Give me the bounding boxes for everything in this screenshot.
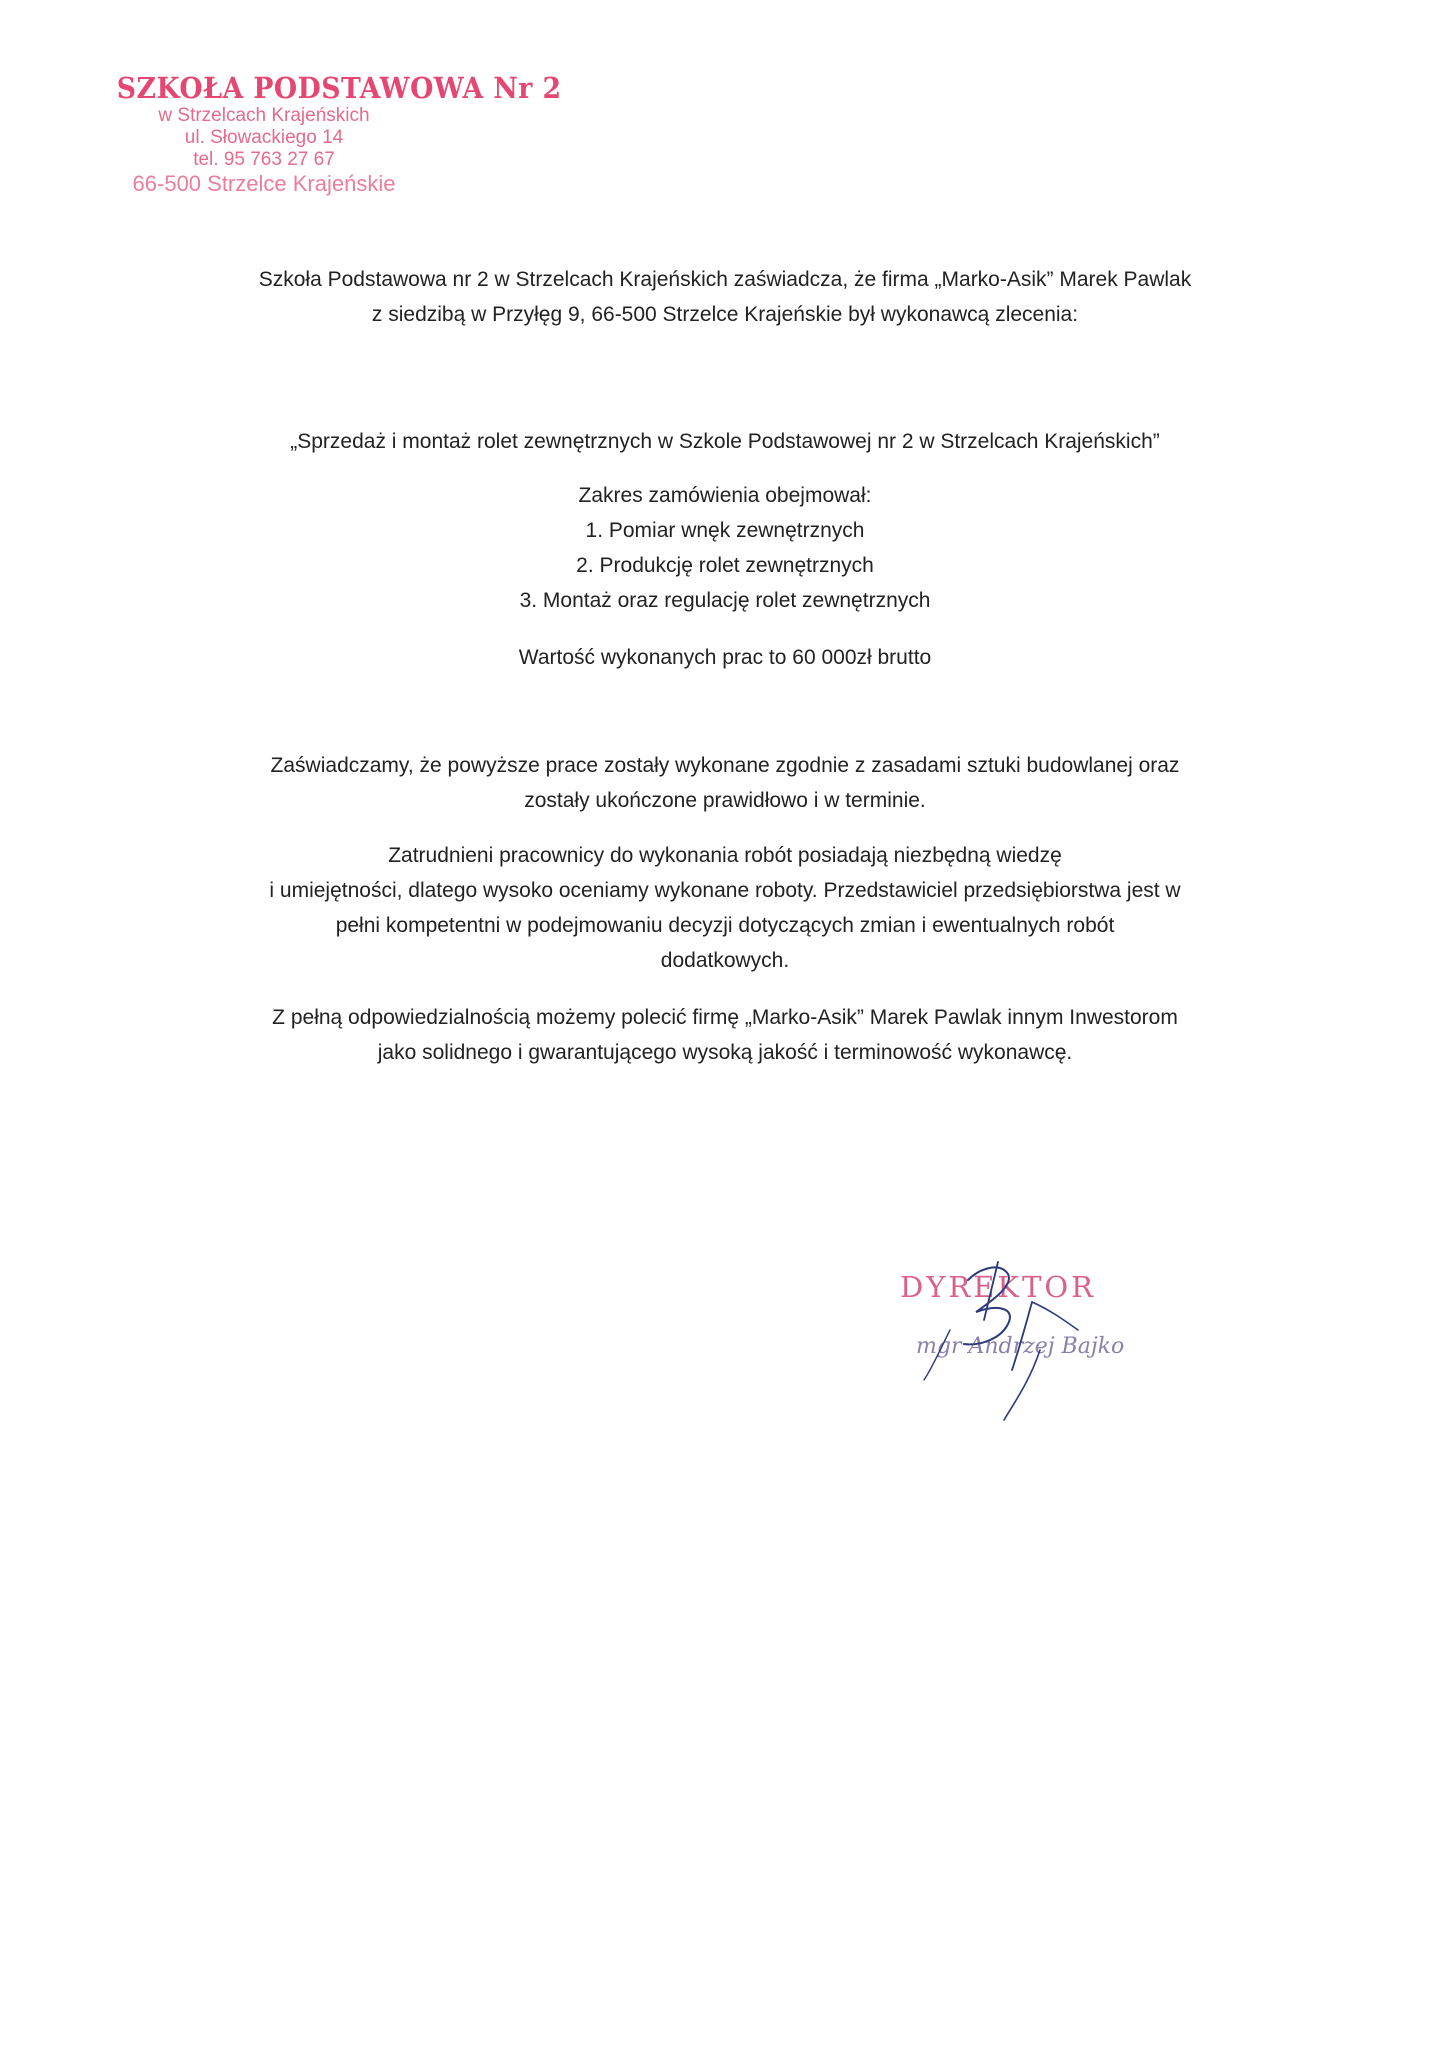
stamp-phone: tel. 95 763 27 67 <box>193 149 335 171</box>
scope-section <box>150 478 1300 618</box>
intro-line: Szkoła Podstawowa nr 2 w Strzelcach Krajeńskich zaświadcza, że firma „Marko-Asik” Marek Pawlak <box>258 268 1192 291</box>
scope-item: 1. Pomiar wnęk zewnętrznych <box>585 519 865 542</box>
school-stamp <box>104 71 562 196</box>
staff-line: pełni kompetentni w podejmowaniu decyzji dotyczących zmian i ewentualnych robót <box>335 914 1115 937</box>
stamp-school-name: SZKOŁA PODSTAWOWA Nr 2 <box>116 71 562 105</box>
recommendation-line: Z pełną odpowiedzialnością możemy polecić firmę „Marko-Asik” Marek Pawlak innym Inwestorom <box>272 1006 1178 1029</box>
recommendation-line: jako solidnego i gwarantującego wysoką jakość i terminowość wykonawcę. <box>377 1041 1073 1064</box>
stamp-postal-address: 66-500 Strzelce Krajeńskie <box>132 170 396 196</box>
handwritten-signature <box>880 1250 1210 1430</box>
order-title <box>150 424 1300 459</box>
contract-value <box>150 640 1300 675</box>
contract-value-text: Wartość wykonanych prac to 60 000zł brutto <box>518 646 932 669</box>
stamp-street: ul. Słowackiego 14 <box>184 127 344 149</box>
confirmation-line: zostały ukończone prawidłowo i w terminie. <box>524 789 926 812</box>
recommendation-paragraph <box>150 1000 1300 1070</box>
director-stamp-role: DYREKTOR <box>900 1270 1097 1304</box>
staff-line: i umiejętności, dlatego wysoko oceniamy wykonane roboty. Przedstawiciel przedsiębiorstwa jest w <box>269 879 1181 902</box>
scope-item: 2. Produkcję rolet zewnętrznych <box>576 554 874 577</box>
intro-paragraph <box>150 262 1300 332</box>
director-stamp-name: mgr Andrzej Bajko <box>916 1334 1125 1359</box>
director-signature-block <box>880 1250 1210 1430</box>
scope-heading: Zakres zamówienia obejmował: <box>578 484 872 507</box>
intro-line: z siedzibą w Przyłęg 9, 66-500 Strzelce Krajeńskie był wykonawcą zlecenia: <box>371 303 1079 326</box>
scope-item: 3. Montaż oraz regulację rolet zewnętrznych <box>519 589 931 612</box>
confirmation-line: Zaświadczamy, że powyższe prace zostały wykonane zgodnie z zasadami sztuki budowlanej oraz <box>270 754 1180 777</box>
order-title-text: „Sprzedaż i montaż rolet zewnętrznych w Szkole Podstawowej nr 2 w Strzelcach Krajeńskich” <box>290 430 1160 453</box>
stamp-town: w Strzelcach Krajeńskich <box>158 105 370 127</box>
confirmation-paragraph <box>150 748 1300 818</box>
staff-line: dodatkowych. <box>660 949 790 972</box>
staff-paragraph <box>150 838 1300 978</box>
staff-line: Zatrudnieni pracownicy do wykonania robót posiadają niezbędną wiedzę <box>388 844 1062 867</box>
